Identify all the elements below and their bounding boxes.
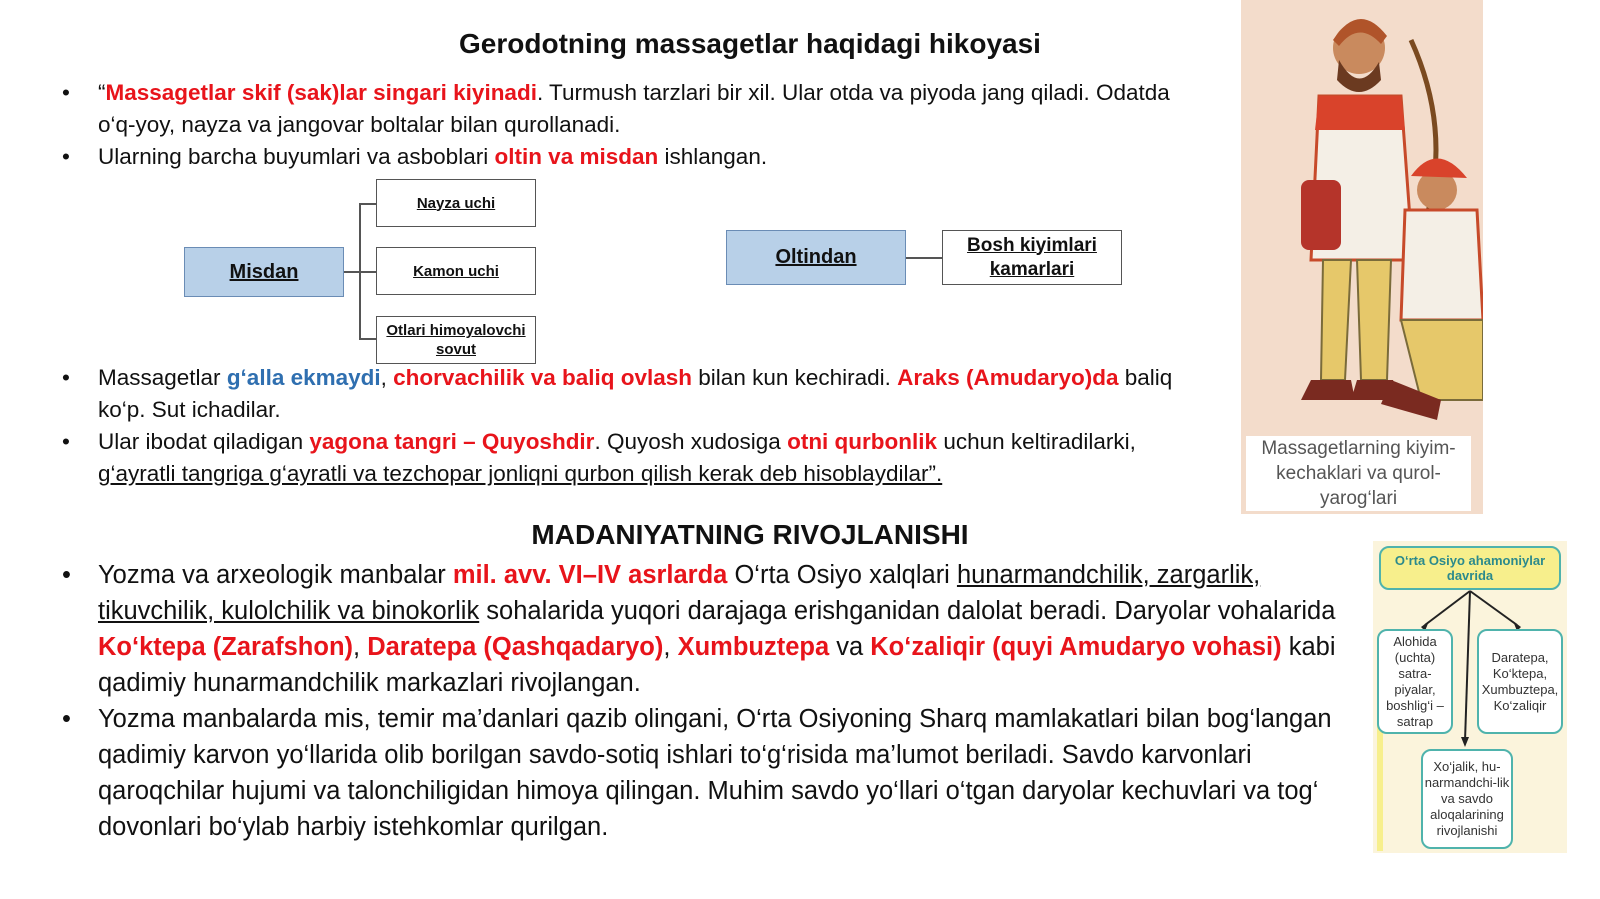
item-arrowhead: Kamon uchi bbox=[376, 247, 536, 295]
bullet-livelihood: • Massagetlar g‘alla ekmaydi, chorvachilik va baliq ovlash bilan kun kechiradi. Araks (Amudaryo)da baliq ko‘p. Sut ichadilar. bbox=[60, 362, 1180, 426]
item-horse-armor: Otlari himoyalovchi sovut bbox=[376, 316, 536, 364]
section-title: MADANIYATNING RIVOJLANISHI bbox=[531, 519, 969, 550]
item-headwear-belts: Bosh kiyimlari kamarlari bbox=[942, 230, 1122, 285]
slide-title: Gerodotning massagetlar haqidagi hikoyasi bbox=[459, 28, 1041, 59]
diagram-top-box: O‘rta Osiyo ahamoniylar davrida bbox=[1379, 546, 1561, 590]
connector-line bbox=[359, 338, 376, 340]
connector-line bbox=[359, 203, 376, 205]
bullet-crafts: • Yozma va arxeologik manbalar mil. avv. VI–IV asrlarda O‘rta Osiyo xalqlari hunarmandchilik, zargarlik, tikuvchilik, kulolchilik va binokorlik sohalarida yuqori darajaga erishganidan dalolat beradi. Daryolar vohalarida Ko‘ktepa (Zarafshon), Daratepa (Qashqadaryo), Xumbuztepa va Ko‘zaliqir (quyi Amudaryo vohasi) kabi qadimiy hunarmandchilik markazlari rivojlangan. bbox=[60, 557, 1360, 701]
bullet-list-middle bbox=[60, 362, 1180, 490]
connector-line bbox=[906, 257, 942, 259]
bullet-religion: • Ular ibodat qiladigan yagona tangri – Quyoshdir. Quyosh xudosiga otni qurbonlik uchun keltiradilarki, g‘ayratli tangriga g‘ayratli va tezchopar jonliqni qurbon qilish kerak deb hisoblaydilar”. bbox=[60, 426, 1180, 490]
bullet-clothing: • “Massagetlar skif (sak)lar singari kiyinadi. Turmush tarzlari bir xil. Ular otda va piyoda jang qiladi. Odatda o‘q-yoy, nayza va jangovar boltalar bilan qurollanadi. bbox=[60, 77, 1180, 141]
diagram-right-box: Daratepa, Ko‘ktepa, Xumbuztepa, Ko‘zaliqir bbox=[1477, 629, 1563, 734]
bullet-trade: • Yozma manbalarda mis, temir ma’danlari qazib olingani, O‘rta Osiyoning Sharq mamlakatlari bilan bog‘langan qadimiy karvon yo‘llarida olib borilgan savdo-sotiq ishlari to‘g‘risida ma’lumot beriladi. Savdo karvonlari qaroqchilar hujumi va talonchiligidan himoya qilingan. Muhim savdo yo‘llari o‘tgan daryolar kechuvlari va tog‘ dovonlari bo‘ylab harbiy istehkomlar qurilgan. bbox=[60, 701, 1360, 845]
diagram-bottom-box: Xo‘jalik, hu-narmandchi-lik va savdo aloqalarining rivojlanishi bbox=[1421, 749, 1513, 849]
bullet-materials: • Ularning barcha buyumlari va asboblari oltin va misdan ishlangan. bbox=[60, 141, 1180, 173]
connector-line bbox=[344, 271, 360, 273]
bullet-list-bottom bbox=[60, 557, 1360, 845]
copper-root-box: Misdan bbox=[184, 247, 344, 297]
gold-root-box: Oltindan bbox=[726, 230, 906, 285]
item-spearhead: Nayza uchi bbox=[376, 179, 536, 227]
bullet-list-top bbox=[60, 77, 1180, 173]
diagram-left-box: Alohida (uchta) satra-piyalar, boshlig‘i – satrap bbox=[1377, 629, 1453, 734]
illustration-caption: Massagetlarning kiyim-kechaklari va qurol-yarog‘lari bbox=[1246, 436, 1471, 511]
achaemenid-diagram bbox=[1373, 541, 1567, 853]
connector-line bbox=[359, 271, 376, 273]
